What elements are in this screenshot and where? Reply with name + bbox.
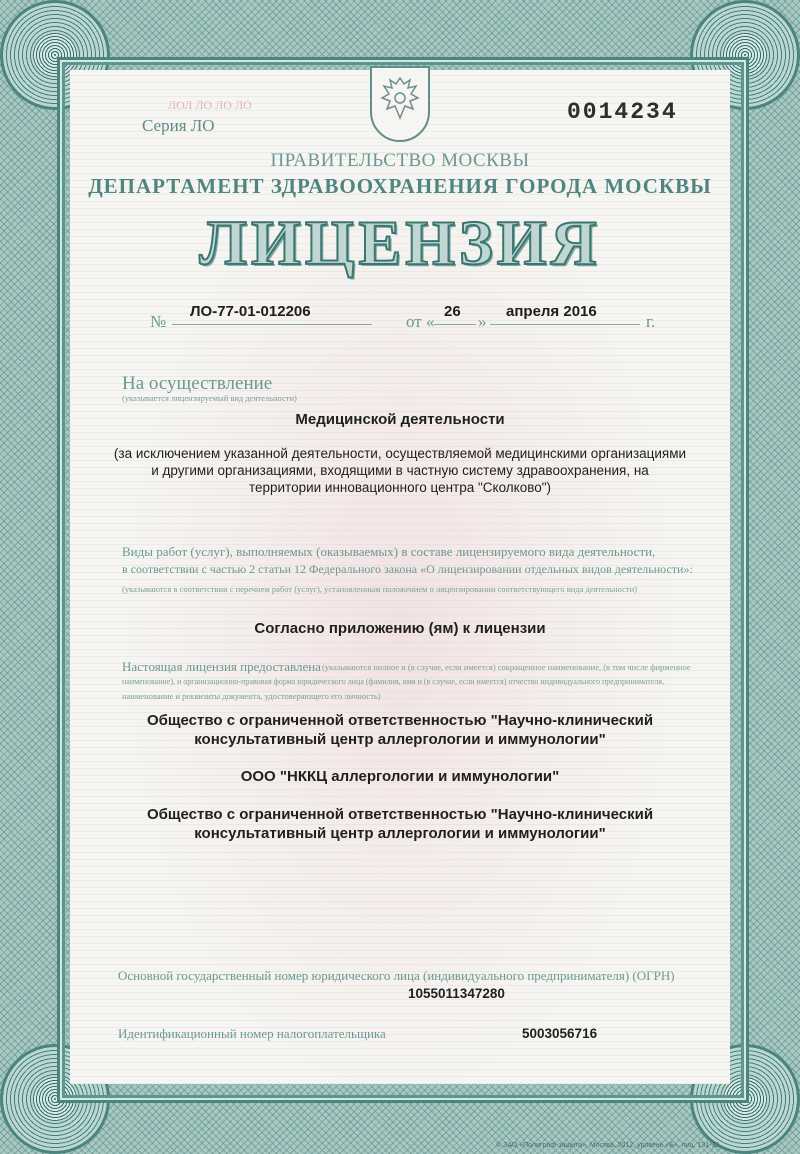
faint-stamp: ЛОЛ ЛО ЛО ЛО — [168, 98, 252, 112]
works-label-line-2: в соответствии с частью 2 статьи 12 Федерального закона «О лицензировании отдельных видов деятельности»: — [122, 562, 693, 576]
activity-label: На осуществление — [122, 373, 273, 394]
license-number: ЛО-77-01-012206 — [190, 303, 311, 320]
licensee-note-line-2: наименование), и организационно-правовая форма юридического лица (фамилия, имя и (в случае, если имеется) отчество индивидуального предпринимателя, — [122, 677, 664, 686]
date-from-label: от « — [406, 312, 435, 331]
licensee-short-name: ООО "НККЦ аллергологии и иммунологии" — [240, 768, 560, 785]
licensee-brand-name-line-1: Общество с ограниченной ответственностью "Научно-клинический — [146, 806, 654, 823]
license-number-underline — [172, 324, 372, 325]
works-note: (указываются в соответствии с перечнем работ (услуг), установленным положением о лицензировании соответствующего вида деятельности) — [122, 584, 638, 594]
number-sign: № — [150, 312, 167, 331]
license-month-underline — [490, 324, 640, 325]
document-title: ЛИЦЕНЗИЯ — [199, 207, 601, 278]
licensee-full-name-line-2: консультативный центр аллергологии и иммунологии" — [194, 731, 606, 748]
year-suffix: г. — [646, 312, 656, 331]
activity-note: (указывается лицензируемый вид деятельности) — [122, 393, 297, 403]
license-month-year: апреля 2016 — [506, 303, 597, 320]
licensee-label: Настоящая лицензия предоставлена — [122, 659, 321, 674]
department-heading: ДЕПАРТАМЕНТ ЗДРАВООХРАНЕНИЯ ГОРОДА МОСКВЫ — [88, 174, 712, 198]
printer-imprint: © ЗАО «Полиграф-защита», Москва, 2012, уровень «Б», лиц. 131-32 — [496, 1142, 720, 1149]
date-day-close: » — [478, 312, 487, 331]
ogrn-label: Основной государственный номер юридического лица (индивидуального предпринимателя) (ОГРН) — [118, 968, 675, 983]
coat-of-arms-icon — [370, 66, 430, 142]
activity-name: Медицинской деятельности — [295, 411, 505, 428]
activity-exclusion-line-1: (за исключением указанной деятельности, осуществляемой медицинскими организациями — [113, 446, 687, 461]
series-label: Серия ЛО — [142, 116, 215, 135]
activity-exclusion-line-3: территории инновационного центра "Сколково") — [248, 480, 552, 495]
ogrn-value: 1055011347280 — [408, 986, 505, 1001]
licensee-note-line-1: (указываются полное и (в случае, если имеется) сокращенное наименование, (в том числе фирменное — [322, 662, 691, 672]
inn-label: Идентификационный номер налогоплательщика — [118, 1026, 386, 1041]
government-heading: ПРАВИТЕЛЬСТВО МОСКВЫ — [270, 150, 530, 171]
works-value: Согласно приложению (ям) к лицензии — [254, 620, 546, 637]
license-day-underline — [434, 324, 476, 325]
licensee-full-name-line-1: Общество с ограниченной ответственностью "Научно-клинический — [146, 712, 654, 729]
licensee-brand-name-line-2: консультативный центр аллергологии и иммунологии" — [194, 825, 606, 842]
inn-value: 5003056716 — [522, 1026, 598, 1041]
licensee-note-line-3: наименование и реквизиты документа, удостоверяющего его личность) — [122, 691, 381, 701]
license-day: 26 — [444, 303, 461, 320]
activity-exclusion-line-2: и другими организациями, входящими в частную систему здравоохранения, на — [151, 463, 649, 478]
blank-number: 0014234 — [567, 99, 678, 125]
works-label-line-1: Виды работ (услуг), выполняемых (оказываемых) в составе лицензируемого вида деятельности, — [122, 544, 656, 559]
